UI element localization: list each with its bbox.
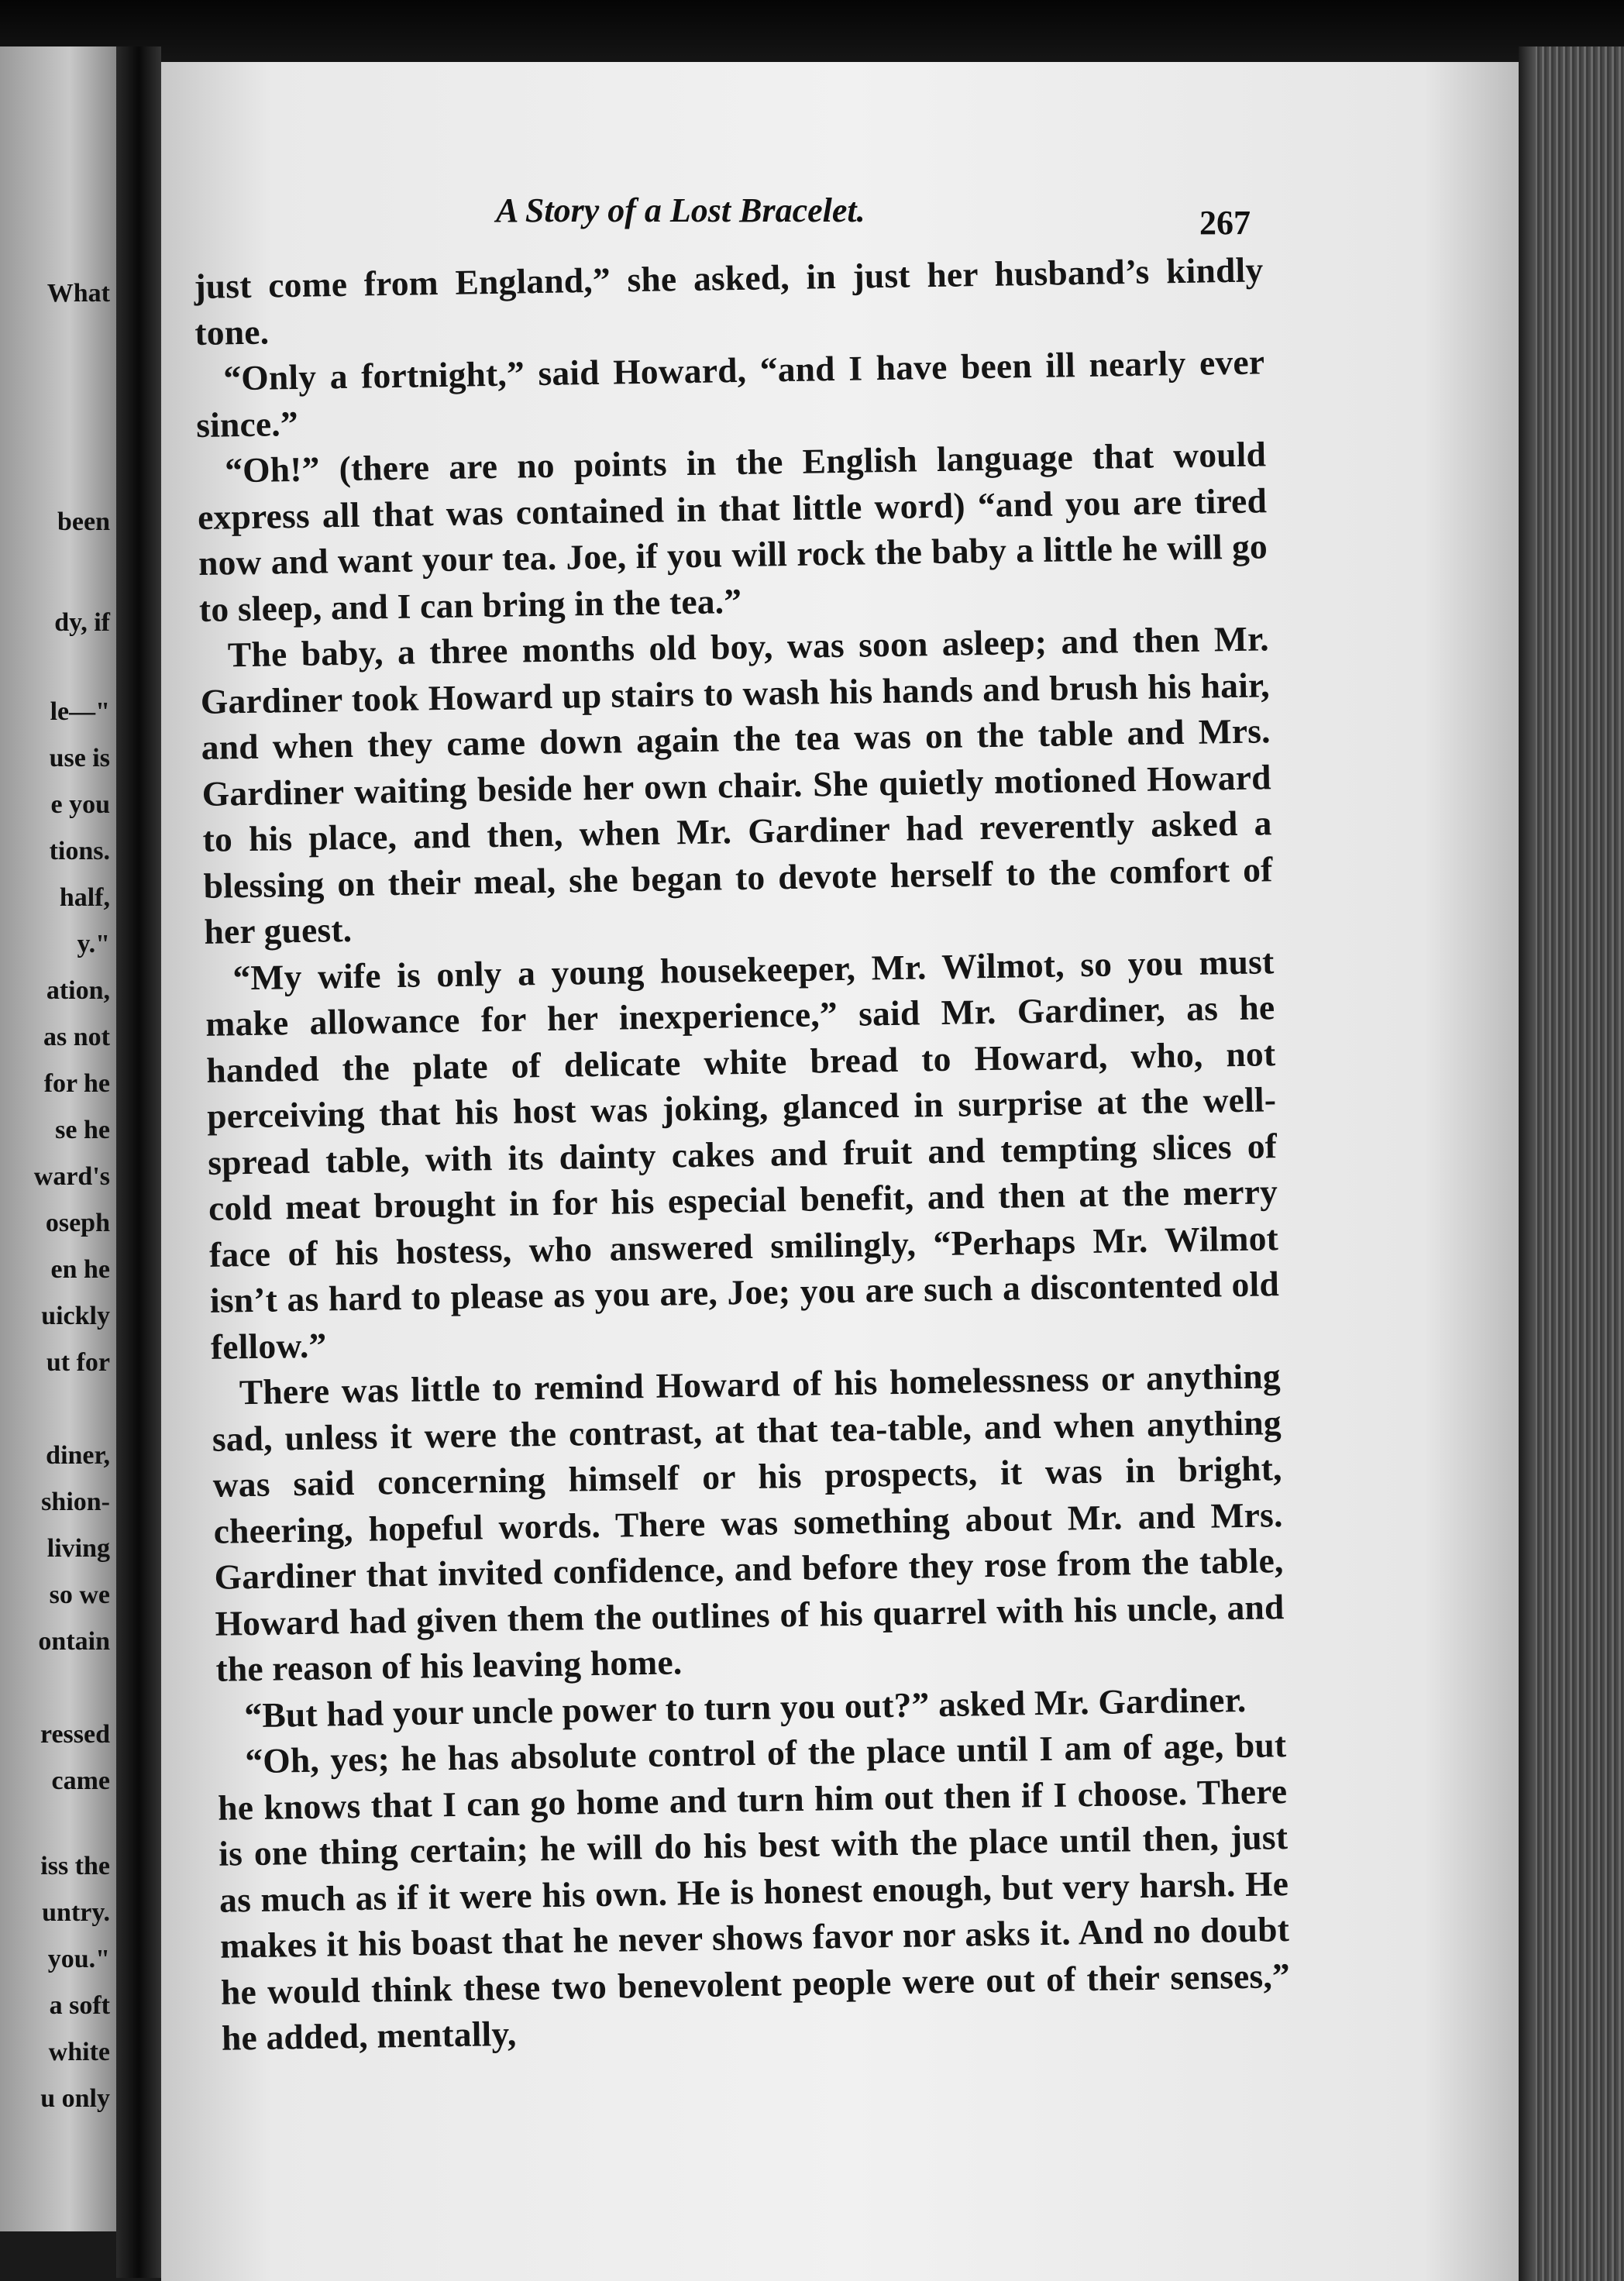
left-page-text-fragment: a soft bbox=[49, 1991, 110, 2020]
left-page-text-fragment: ation, bbox=[46, 976, 110, 1005]
left-page-text-fragment: uickly bbox=[41, 1302, 110, 1330]
paragraph: “My wife is only a young housekeeper, Mr. Wilmot, so you must make allowance for her inexperience,” said Mr. Gardiner, as he handed the plate of delicate white bread to Howard, who, not perceiving that his host was joking, glanced in surprise at the well-spread table, with its dainty cakes and fruit and tempting slices of cold meat brought in for his especial benefit, and then at the merry face of his hostess, who answered smilingly, “Perhaps Mr. Wilmot isn’t as hard to please as you are, Joe; you are such a discontented old fellow.” bbox=[205, 941, 1280, 1367]
running-head: A Story of a Lost Bracelet. bbox=[496, 191, 865, 229]
left-page-text-fragment: ressed bbox=[40, 1720, 110, 1749]
left-page-text-fragment: y." bbox=[77, 930, 110, 958]
page-number: 267 bbox=[1199, 204, 1251, 242]
left-page-text-fragment: se he bbox=[55, 1116, 110, 1144]
paragraph: “Oh!” (there are no points in the English language that would express all that was contained in that little word) “and you are tired now and want your tea. Joe, if you will rock the baby a little he will go to sleep, and I can bring in the tea.” bbox=[197, 434, 1268, 629]
left-page-text-fragment: ward's bbox=[33, 1162, 110, 1191]
left-page-text-fragment: shion- bbox=[41, 1488, 110, 1516]
left-page-text-fragment: What bbox=[46, 279, 110, 308]
left-page-text-fragment: as not bbox=[43, 1023, 110, 1051]
left-page-text-fragment: e you bbox=[50, 790, 110, 819]
left-page-text-fragment: white bbox=[48, 2038, 110, 2066]
left-page-text-fragment: use is bbox=[49, 744, 110, 772]
body-text bbox=[194, 246, 1291, 2061]
left-page-text-fragment: ut for bbox=[46, 1348, 110, 1377]
left-page-text-fragment: tions. bbox=[49, 837, 110, 865]
left-page-text-fragment: le—" bbox=[50, 697, 110, 726]
left-page-text-fragment: iss the bbox=[40, 1852, 110, 1880]
left-page-text-fragment: untry. bbox=[42, 1898, 110, 1927]
left-page-text-fragment: dy, if bbox=[54, 608, 110, 637]
page-stack-edge bbox=[1519, 46, 1624, 2281]
paragraph: There was little to remind Howard of his homelessness or anything sad, unless it were the contrast, at that tea-table, and when anything was said concerning himself or his prospects, it was in bright, cheering, hopeful words. There was something about Mr. and Mrs. Gardiner that invited confidence, and before they rose from the table, Howard had given them the outlines of his quarrel with his uncle, and the reason of his leaving home. bbox=[212, 1356, 1285, 1689]
left-page-text-fragment: u only bbox=[40, 2084, 110, 2113]
left-page-text-fragment: ontain bbox=[38, 1627, 110, 1656]
left-page-text-fragment: been bbox=[57, 507, 110, 536]
paragraph: “Only a fortnight,” said Howard, “and I have been ill nearly ever since.” bbox=[195, 342, 1265, 445]
left-page-text-fragment: for he bbox=[43, 1069, 110, 1098]
left-page-text-fragment: diner, bbox=[46, 1441, 110, 1470]
book-gutter bbox=[116, 46, 161, 2278]
left-page-text-fragment: oseph bbox=[45, 1209, 110, 1237]
paragraph: The baby, a three months old boy, was soon asleep; and then Mr. Gardiner took Howard up stairs to wash his hands and brush his hair, and when they came down again the tea was on the table and Mrs. Gardiner waiting beside her own chair. She quietly motioned Howard to his place, and then, when Mr. Gardiner had reverently asked a blessing on their meal, she began to devote herself to the comfort of her guest. bbox=[200, 618, 1273, 951]
paragraph: just come from England,” she asked, in just her husband’s kindly tone. bbox=[194, 249, 1264, 353]
left-page-text-fragment: en he bbox=[50, 1255, 110, 1284]
left-page-text-fragment: living bbox=[46, 1534, 110, 1563]
paragraph: “But had your uncle power to turn you out?” asked Mr. Gardiner. bbox=[244, 1679, 1247, 1735]
left-page-edge bbox=[0, 46, 116, 2231]
left-page-text-fragment: half, bbox=[59, 883, 110, 912]
left-page-text-fragment: you." bbox=[47, 1945, 110, 1973]
left-page-text-fragment: so we bbox=[49, 1581, 110, 1609]
paragraph: “Oh, yes; he has absolute control of the place until I am of age, but he knows that I can go home and turn him out then if I choose. There is one thing certain; he will do his best with the place until then, just as much as if it were his own. He is honest enough, but very harsh. He makes it his boast that he never shows favor nor asks it. And no doubt he would think these two benevolent people were out of their senses,” he added, mentally, bbox=[217, 1725, 1291, 2058]
top-shadow bbox=[0, 0, 1624, 62]
left-page-text-fragment: came bbox=[51, 1767, 110, 1795]
